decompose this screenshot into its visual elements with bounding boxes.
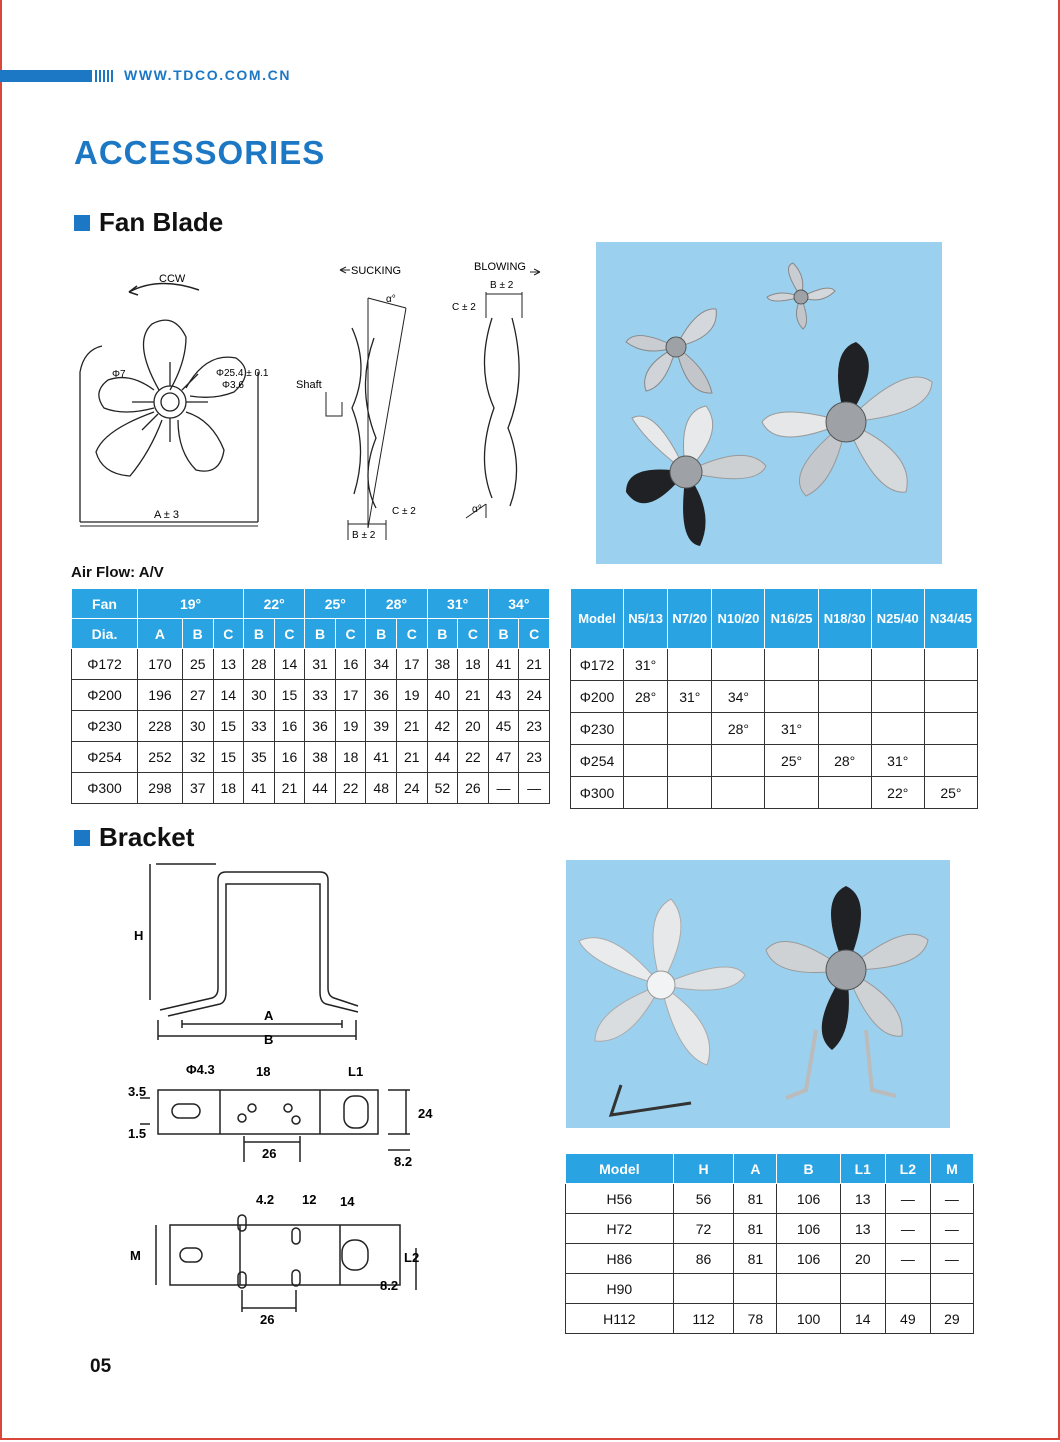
value-cell: 14 <box>274 649 305 680</box>
table-row <box>72 649 550 680</box>
value-cell: — <box>885 1244 930 1274</box>
value-cell: 44 <box>427 742 458 773</box>
fan-blade-2 <box>767 263 835 329</box>
value-cell: 21 <box>274 773 305 804</box>
d15-label: 1.5 <box>128 1126 147 1141</box>
value-cell <box>840 1274 885 1304</box>
airflow-label: Air Flow: A/V <box>71 564 164 581</box>
value-cell: 31 <box>305 649 336 680</box>
bracket-fan-2 <box>766 886 928 1098</box>
d26-label: 26 <box>262 1146 277 1161</box>
fan-header: Fan <box>72 589 138 619</box>
model-header-cell: N25/40 <box>871 589 924 649</box>
angle-cell <box>624 745 668 777</box>
angle-cell <box>924 681 977 713</box>
diameter-cell: Φ300 <box>571 777 624 809</box>
h-label: H <box>134 928 144 943</box>
angle-cell <box>818 649 871 681</box>
angle-header: 31° <box>427 589 488 619</box>
angle-header: 19° <box>138 589 244 619</box>
bracket-header-cell: M <box>930 1154 973 1184</box>
angle-cell <box>765 681 818 713</box>
value-cell: 81 <box>734 1184 777 1214</box>
bracket-table <box>565 1153 974 1334</box>
angle-header: 25° <box>305 589 366 619</box>
diameter-cell: Φ200 <box>571 681 624 713</box>
value-cell: 47 <box>488 742 519 773</box>
table-row <box>72 711 550 742</box>
angle-cell: 28° <box>712 713 765 745</box>
angle-cell <box>765 777 818 809</box>
model-header-cell: N5/13 <box>624 589 668 649</box>
model-cell: H72 <box>566 1214 674 1244</box>
diameter-cell: Φ200 <box>72 680 138 711</box>
value-cell: 19 <box>396 680 427 711</box>
angle-cell <box>712 745 765 777</box>
phi36-label: Φ3.6 <box>222 380 244 391</box>
b2-label-1: B ± 2 <box>352 530 376 541</box>
subhead-cell: B <box>488 619 519 649</box>
angle-cell: 28° <box>624 681 668 713</box>
table-row <box>571 777 978 809</box>
angle-cell: 25° <box>924 777 977 809</box>
value-cell: 20 <box>458 711 489 742</box>
page-title: ACCESSORIES <box>74 134 326 171</box>
fan-dimension-table <box>71 588 550 804</box>
angle-cell: 22° <box>871 777 924 809</box>
table-row <box>566 1184 974 1214</box>
model-cell: H56 <box>566 1184 674 1214</box>
fan-blade-3 <box>626 406 766 546</box>
value-cell: 16 <box>335 649 366 680</box>
d35-label: 3.5 <box>128 1084 147 1099</box>
table-row <box>72 773 550 804</box>
angle-cell <box>871 649 924 681</box>
website-url[interactable]: WWW.TDCO.COM.CN <box>124 67 292 83</box>
value-cell: 106 <box>777 1214 840 1244</box>
d18-label: 18 <box>256 1064 271 1079</box>
d82-label: 8.2 <box>394 1154 413 1169</box>
bracket-photo <box>566 860 950 1128</box>
header-bar <box>0 70 92 82</box>
d26-label-2: 26 <box>260 1312 275 1327</box>
table-row <box>566 1274 974 1304</box>
value-cell: 34 <box>366 649 397 680</box>
subhead-cell: B <box>366 619 397 649</box>
angle-cell <box>668 745 712 777</box>
fan-blade-heading <box>74 207 223 238</box>
fan-blade-front-drawing <box>74 262 294 552</box>
table-row <box>571 649 978 681</box>
diameter-cell: Φ172 <box>571 649 624 681</box>
bracket-header-cell: A <box>734 1154 777 1184</box>
value-cell: 23 <box>519 711 550 742</box>
angle-cell: 34° <box>712 681 765 713</box>
value-cell: 40 <box>427 680 458 711</box>
value-cell: 33 <box>305 680 336 711</box>
value-cell: 36 <box>305 711 336 742</box>
bullet-square-icon <box>74 830 90 846</box>
angle-cell <box>624 777 668 809</box>
value-cell: 42 <box>427 711 458 742</box>
value-cell: 24 <box>519 680 550 711</box>
value-cell: 30 <box>244 680 275 711</box>
header-stripes <box>95 70 115 82</box>
value-cell: 72 <box>673 1214 734 1244</box>
angle-cell <box>712 649 765 681</box>
d12-label: 12 <box>302 1192 317 1207</box>
value-cell: 33 <box>244 711 275 742</box>
d24-label: 24 <box>418 1106 433 1121</box>
value-cell: 17 <box>335 680 366 711</box>
angle-cell <box>871 681 924 713</box>
value-cell: 32 <box>182 742 213 773</box>
phi7-label: Φ7 <box>112 369 126 380</box>
bracket-fan-1 <box>579 899 745 1115</box>
angle-cell <box>924 745 977 777</box>
angle-header: 22° <box>244 589 305 619</box>
value-cell: 298 <box>138 773 183 804</box>
table-row <box>566 1214 974 1244</box>
d14-label: 14 <box>340 1194 355 1209</box>
subhead-cell: C <box>335 619 366 649</box>
bracket-heading <box>74 822 194 853</box>
model-header-cell: N18/30 <box>818 589 871 649</box>
b2-label-2: B ± 2 <box>490 280 514 291</box>
table-row <box>571 713 978 745</box>
angle-cell: 31° <box>668 681 712 713</box>
value-cell: 16 <box>274 742 305 773</box>
value-cell: 100 <box>777 1304 840 1334</box>
l1-label: L1 <box>348 1064 364 1079</box>
value-cell: 21 <box>396 711 427 742</box>
value-cell: 15 <box>213 711 244 742</box>
diameter-cell: Φ254 <box>72 742 138 773</box>
value-cell: — <box>930 1184 973 1214</box>
value-cell: 27 <box>182 680 213 711</box>
value-cell <box>734 1274 777 1304</box>
fan-blade-4 <box>762 342 932 496</box>
model-header-cell: N7/20 <box>668 589 712 649</box>
value-cell: 36 <box>366 680 397 711</box>
value-cell: 52 <box>427 773 458 804</box>
phi43-label: Φ4.3 <box>186 1062 215 1077</box>
value-cell: 20 <box>840 1244 885 1274</box>
value-cell: 41 <box>488 649 519 680</box>
value-cell: 252 <box>138 742 183 773</box>
value-cell: 35 <box>244 742 275 773</box>
value-cell <box>885 1274 930 1304</box>
angle-header: 28° <box>366 589 427 619</box>
value-cell: 41 <box>366 742 397 773</box>
diameter-cell: Φ230 <box>72 711 138 742</box>
a3-label: A ± 3 <box>154 509 179 521</box>
model-angle-table <box>570 588 978 809</box>
value-cell: — <box>885 1184 930 1214</box>
angle-cell <box>624 713 668 745</box>
subhead-cell: A <box>138 619 183 649</box>
value-cell: 37 <box>182 773 213 804</box>
model-header-cell: N34/45 <box>924 589 977 649</box>
fan-blade-1 <box>626 309 716 393</box>
value-cell: 81 <box>734 1244 777 1274</box>
angle-cell <box>924 649 977 681</box>
value-cell: 18 <box>458 649 489 680</box>
value-cell: 21 <box>396 742 427 773</box>
diameter-cell: Φ230 <box>571 713 624 745</box>
value-cell: 41 <box>244 773 275 804</box>
bracket-title: Bracket <box>99 822 195 852</box>
subhead-cell: C <box>519 619 550 649</box>
value-cell: 22 <box>335 773 366 804</box>
value-cell: 78 <box>734 1304 777 1334</box>
value-cell: 43 <box>488 680 519 711</box>
value-cell: 86 <box>673 1244 734 1274</box>
value-cell: 44 <box>305 773 336 804</box>
table-row <box>72 680 550 711</box>
value-cell: 26 <box>458 773 489 804</box>
bracket-header-cell: Model <box>566 1154 674 1184</box>
fan-blade-blowing-drawing <box>446 258 566 528</box>
value-cell: 81 <box>734 1214 777 1244</box>
table-row <box>72 742 550 773</box>
angle-cell <box>871 713 924 745</box>
value-cell: 29 <box>930 1304 973 1334</box>
value-cell: 30 <box>182 711 213 742</box>
angle-cell <box>924 713 977 745</box>
value-cell <box>777 1274 840 1304</box>
value-cell: — <box>488 773 519 804</box>
table-row <box>566 1244 974 1274</box>
value-cell: 38 <box>305 742 336 773</box>
d42-label: 4.2 <box>256 1192 275 1207</box>
value-cell: 28 <box>244 649 275 680</box>
value-cell: 15 <box>213 742 244 773</box>
bracket-header-cell: B <box>777 1154 840 1184</box>
value-cell: 170 <box>138 649 183 680</box>
bracket-header-cell: H <box>673 1154 734 1184</box>
value-cell: 15 <box>274 680 305 711</box>
alpha-label-2: α° <box>472 504 482 515</box>
value-cell: 13 <box>213 649 244 680</box>
value-cell: — <box>930 1244 973 1274</box>
model-header-cell: Model <box>571 589 624 649</box>
alpha-label-1: α° <box>386 294 396 305</box>
subhead-cell: B <box>427 619 458 649</box>
subhead-cell: C <box>213 619 244 649</box>
diameter-cell: Φ300 <box>72 773 138 804</box>
subhead-cell: B <box>182 619 213 649</box>
c2-label-1: C ± 2 <box>392 506 416 517</box>
value-cell: 18 <box>335 742 366 773</box>
angle-cell <box>668 713 712 745</box>
model-header-cell: N16/25 <box>765 589 818 649</box>
angle-cell <box>668 649 712 681</box>
value-cell: 48 <box>366 773 397 804</box>
angle-cell: 31° <box>871 745 924 777</box>
bracket-header-cell: L1 <box>840 1154 885 1184</box>
value-cell: — <box>519 773 550 804</box>
bracket-drawing <box>120 860 450 1330</box>
subhead-cell: C <box>396 619 427 649</box>
subhead-cell: C <box>458 619 489 649</box>
model-cell: H112 <box>566 1304 674 1334</box>
c2-label-2: C ± 2 <box>452 302 476 313</box>
value-cell: 228 <box>138 711 183 742</box>
model-header-cell: N10/20 <box>712 589 765 649</box>
value-cell: 14 <box>840 1304 885 1334</box>
table-row <box>571 681 978 713</box>
value-cell: 17 <box>396 649 427 680</box>
dia-header: Dia. <box>72 619 138 649</box>
value-cell: — <box>885 1214 930 1244</box>
table-row <box>571 745 978 777</box>
fan-blade-title: Fan Blade <box>99 207 224 237</box>
value-cell: 19 <box>335 711 366 742</box>
angle-cell: 25° <box>765 745 818 777</box>
value-cell: 39 <box>366 711 397 742</box>
value-cell: 196 <box>138 680 183 711</box>
angle-cell <box>818 777 871 809</box>
ccw-label: CCW <box>159 273 186 285</box>
a-label: A <box>264 1008 274 1023</box>
value-cell: 49 <box>885 1304 930 1334</box>
fan-blade-sucking-drawing <box>296 258 426 548</box>
angle-cell <box>818 713 871 745</box>
value-cell: 45 <box>488 711 519 742</box>
value-cell <box>673 1274 734 1304</box>
model-cell: H86 <box>566 1244 674 1274</box>
b-label: B <box>264 1032 274 1047</box>
m-label: M <box>130 1248 141 1263</box>
value-cell: 23 <box>519 742 550 773</box>
subhead-cell: B <box>305 619 336 649</box>
value-cell <box>930 1274 973 1304</box>
table-row <box>566 1304 974 1334</box>
shaft-label: Shaft <box>296 379 322 391</box>
value-cell: 24 <box>396 773 427 804</box>
value-cell: — <box>930 1214 973 1244</box>
value-cell: 22 <box>458 742 489 773</box>
diameter-cell: Φ172 <box>72 649 138 680</box>
angle-cell <box>818 681 871 713</box>
value-cell: 56 <box>673 1184 734 1214</box>
phi25-label: Φ25.4 ± 0.1 <box>216 368 269 379</box>
bracket-header-cell: L2 <box>885 1154 930 1184</box>
value-cell: 21 <box>458 680 489 711</box>
value-cell: 112 <box>673 1304 734 1334</box>
bullet-square-icon <box>74 215 90 231</box>
angle-cell <box>765 649 818 681</box>
l2-label: L2 <box>404 1250 420 1265</box>
angle-cell <box>712 777 765 809</box>
sucking-label: SUCKING <box>351 265 402 277</box>
value-cell: 18 <box>213 773 244 804</box>
angle-cell: 31° <box>624 649 668 681</box>
blowing-label: BLOWING <box>474 261 526 273</box>
fan-blade-photo <box>596 242 942 564</box>
value-cell: 38 <box>427 649 458 680</box>
subhead-cell: B <box>244 619 275 649</box>
value-cell: 106 <box>777 1244 840 1274</box>
value-cell: 14 <box>213 680 244 711</box>
subhead-cell: C <box>274 619 305 649</box>
model-cell: H90 <box>566 1274 674 1304</box>
angle-cell <box>668 777 712 809</box>
angle-cell: 28° <box>818 745 871 777</box>
value-cell: 13 <box>840 1184 885 1214</box>
angle-header: 34° <box>488 589 549 619</box>
value-cell: 13 <box>840 1214 885 1244</box>
value-cell: 21 <box>519 649 550 680</box>
value-cell: 16 <box>274 711 305 742</box>
diameter-cell: Φ254 <box>571 745 624 777</box>
value-cell: 106 <box>777 1184 840 1214</box>
d82-label-2: 8.2 <box>380 1278 399 1293</box>
angle-cell: 31° <box>765 713 818 745</box>
page-number: 05 <box>90 1356 112 1377</box>
value-cell: 25 <box>182 649 213 680</box>
